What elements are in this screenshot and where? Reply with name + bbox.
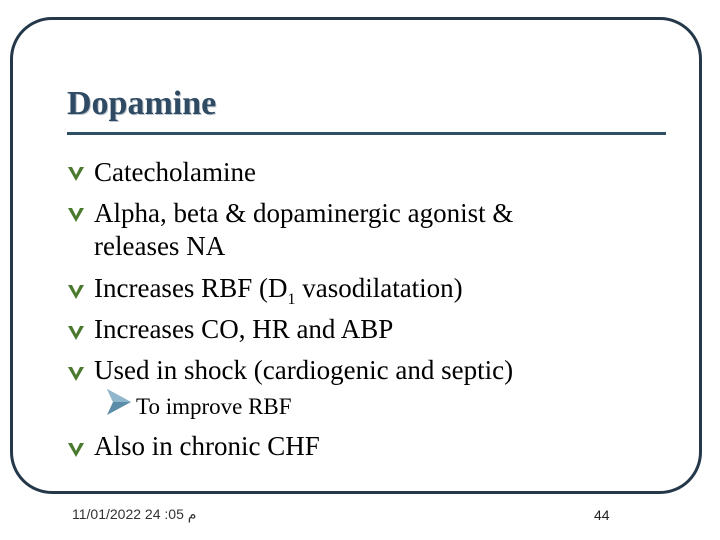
checkmark-v-icon [67, 365, 85, 383]
bullet-item: Increases CO, HR and ABP [94, 314, 394, 344]
arrow-right-icon [104, 387, 134, 417]
checkmark-v-icon [67, 324, 85, 342]
footer-date [72, 506, 196, 523]
checkmark-v-icon [67, 165, 85, 183]
bullet-item: Also in chronic CHF [94, 431, 320, 461]
bullet-item: Used in shock (cardiogenic and septic) [94, 355, 514, 385]
bullet-item-continuation: releases NA [94, 231, 226, 261]
bullet-item: Catecholamine [94, 157, 256, 187]
footer-date-text: 05: 24 11/01/2022 [72, 506, 184, 522]
footer-date-suffix: م [187, 506, 197, 522]
bullet-text: Increases RBF (D [94, 273, 288, 303]
checkmark-v-icon [67, 283, 85, 301]
checkmark-v-icon [67, 441, 85, 459]
page-number: 44 [594, 507, 610, 523]
bullet-text: vasodilatation) [295, 273, 463, 303]
bullet-item: Alpha, beta & dopaminergic agonist & [94, 198, 514, 228]
bullet-item [94, 272, 463, 309]
slide-title: Dopamine [67, 85, 217, 122]
checkmark-v-icon [67, 206, 85, 224]
subscript: 1 [287, 291, 296, 308]
sub-bullet-text: To improve RBF [136, 394, 292, 419]
